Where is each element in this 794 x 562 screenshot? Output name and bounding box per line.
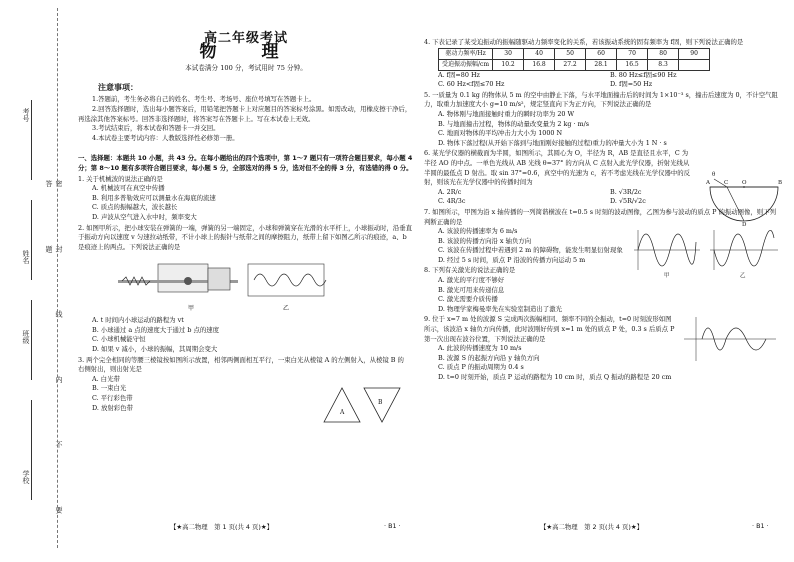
question-3 — [78, 356, 414, 414]
question-5 — [424, 91, 782, 149]
option: D. t=0 时刻开始，质点 P 运动的路程为 10 cm 时，质点 Q 振动的路程是 20 cm — [438, 373, 672, 381]
option: C. 该波在传播过程中若遇到 2 m 的障碍物，能发生明显衍射现象 — [438, 246, 623, 255]
option: C. 60 Hz<f固≤70 Hz — [438, 80, 505, 89]
option: B. 与地面撞击过程，物体的动量改变量为 2 kg · m/s — [438, 119, 590, 128]
table-row-header: 受迫振动振幅/cm — [439, 59, 493, 70]
question-stem: 6. 某光学仪器的横截面为半圆，如图所示，其圆心为 O，半径为 R，AB 是直径且水平，C 为半径 AO 的中点。一单色光线从 AB 光线 θ=37° 的方向从 C 点射入此光学仪器，折射光线从半圆的最低点 D 射出。取 sin 37°=0.6，真空中的光速为 c，若不考虑光线在光学仪器中的反射，则该光在光学仪器中的传播时间为 — [424, 149, 691, 187]
binding-strip — [0, 0, 62, 562]
name-label: 姓名 — [22, 250, 30, 264]
option: D. 声波从空气进入水中时，频率变大 — [92, 212, 197, 221]
q7-wave-figures — [630, 228, 780, 274]
prism-b-label: B — [378, 398, 383, 406]
option: C. 质点 P 的振动周期为 0.4 s — [438, 363, 524, 372]
question-stem: 1. 关于机械波的说法正确的是 — [78, 174, 163, 183]
option: D. 经过 5 s 时间，质点 P 沿波的传播方向运动 5 m — [438, 255, 586, 264]
option: D. 放射彩色带 — [92, 403, 133, 412]
section-1-heading: 一、选择题：本题共 10 小题，共 43 分。在每小题给出的四个选项中，第 1～7 题只有一项符合题目要求，每小题 4 分；第 8～10 题有多项符合题目要求，每小题 5 分，全部选对的得 5 分，选对但不全的得 3 分，有选错的得 0 分。 — [78, 154, 413, 172]
school-label: 学校 — [22, 470, 30, 484]
option: A. t 时间内小球运动的路程为 vt — [92, 316, 184, 325]
q2-figures — [78, 252, 414, 316]
table-cell — [679, 59, 710, 70]
question-stem: 3. 两个完全相同的等腰三棱镜按如图所示放置，相邻两侧面相互平行，一束白光从棱镜 A 的左侧射入，从棱镜 B 的右侧射出，则出射光是 — [78, 355, 404, 374]
option: B. 该波的传播方向沿 x 轴负方向 — [438, 236, 532, 245]
question-9 — [424, 315, 782, 382]
question-stem: 7. 如图所示，甲图为沿 x 轴传播的一列简谐横波在 t=0.5 s 时刻的波动图像，乙图为参与波动的质点 P 的振动图像，则下列判断正确的是 — [424, 207, 776, 226]
label-a: A — [706, 180, 710, 187]
option: B. 波源 S 的起振方向沿 y 轴负方向 — [438, 353, 540, 362]
note-item: 4.本试卷主要考试内容：人教版选择性必修第一册。 — [92, 133, 239, 142]
option: B. 激光可用来传递信息 — [438, 285, 505, 294]
seal-dashed-line — [57, 8, 58, 548]
option: C. 平行彩色带 — [92, 394, 133, 403]
subject-title: 物 理 — [199, 41, 293, 62]
note-item: 3.考试结束后，将本试卷和答题卡一并交回。 — [92, 124, 220, 133]
option: A. f固=80 Hz — [438, 70, 480, 79]
option: B. 80 Hz≤f固≤90 Hz — [610, 70, 677, 79]
class-blank-line — [31, 300, 32, 380]
option: A. 白光带 — [92, 374, 120, 383]
option: B. 利用多普勒效应可以测量水在海底的流速 — [92, 193, 216, 202]
option: A. 此波的传播速度为 10 m/s — [438, 344, 522, 353]
question-1 — [78, 175, 414, 223]
figure-caption: 甲 — [664, 272, 670, 279]
option: D. 物理学家梅曼率先在实验室制造出了激光 — [438, 304, 562, 313]
table-cell: 90 — [679, 48, 710, 59]
q3-prism-figure — [322, 384, 402, 424]
option: A. 激光的平行度不够好 — [438, 276, 505, 285]
table-cell: 50 — [555, 48, 586, 59]
option-row — [424, 80, 782, 90]
notes-title: 注意事项： — [98, 82, 138, 92]
option-row — [424, 71, 782, 81]
option: A. 机械波可在真空中传播 — [92, 184, 165, 193]
q9-wave-figure — [682, 315, 778, 363]
table-cell: 80 — [648, 48, 679, 59]
name-blank-line — [31, 200, 32, 280]
page-1-column — [78, 0, 414, 562]
question-stem: 2. 如图甲所示，把小球安装在弹簧的一端，弹簧的另一端固定，小球和弹簧穿在光滑的水平杆上，小球振动时，沿垂直于振动方向以速度 v 匀速拉动纸带，不计小球上的振针与纸带之间的摩擦阻力，纸带上留下如图乙所示的痕迹，a、b 是痕迹上的两点。下列说法正确的是 — [78, 223, 413, 251]
question-stem: 5. 一质量为 0.1 kg 的物体从 5 m 的空中由静止下落，与水平地面撞击后的时间为 1×10⁻³ s，撞击后速度为 0，不计空气阻力，取重力加速度大小 g=10 m/s²，规定竖直向下为正方向，下列说法正确的是 — [424, 90, 778, 109]
option: D. 物体下落过程(从开始下落到与地面刚好接触的过程)重力的冲量大小为 1 N · s — [438, 138, 667, 147]
table-cell: 70 — [617, 48, 648, 59]
option: C. 小球机械能守恒 — [92, 335, 146, 344]
q2-spring-figure — [78, 254, 414, 310]
table-cell: 16.5 — [617, 59, 648, 70]
option: D. 如果 v 减小，小球的振幅，其周期会变大 — [92, 345, 218, 354]
table-cell: 60 — [586, 48, 617, 59]
option: B. 一束白光 — [92, 384, 127, 393]
page-1-tag: · B1 · — [384, 522, 401, 530]
option: A. 该波的传播速率为 6 m/s — [438, 227, 518, 236]
figure-caption: 乙 — [283, 305, 290, 313]
label-c: C — [724, 180, 729, 187]
option: C. 质点的振幅越大，波长越长 — [92, 203, 178, 212]
table-cell: 16.8 — [524, 59, 555, 70]
seal-line-text: 密 封 线 内 不 要 答 题 — [45, 180, 63, 542]
option: A. 物体刚与地面接触时重力的瞬时功率为 20 W — [438, 109, 575, 118]
option: C. 地面对物体的平均冲击力大小为 1000 N — [438, 129, 563, 138]
table-cell: 30 — [493, 48, 524, 59]
option: A. 2R/c — [438, 187, 462, 196]
page-2-tag: · B1 · — [752, 522, 769, 530]
page-2-column — [424, 0, 782, 562]
table-row-header: 驱动力频率/Hz — [439, 48, 493, 59]
label-o: O — [742, 180, 747, 187]
question-stem: 4. 下表记录了某受迫振动的振幅随驱动力频率变化的关系，若该振动系统的固有频率为 f固，则下列说法正确的是 — [424, 38, 744, 46]
label-theta: θ — [712, 172, 716, 179]
option: C. 激光需要介质传播 — [438, 295, 498, 304]
figure-caption: 甲 — [188, 305, 195, 313]
label-d: D — [742, 222, 747, 229]
table-cell: 27.2 — [555, 59, 586, 70]
option: B. √3R/2c — [610, 187, 642, 196]
q4-data-table — [438, 48, 710, 71]
exam-title: 高二年级考试 — [203, 31, 288, 46]
table-cell: 8.3 — [648, 59, 679, 70]
question-stem: 9. 位于 x=7 m 处的波源 S 完成两次振幅相同、频率不同的全振动，t=0 时刻波形如图所示，该波沿 x 轴负方向传播，此时波刚好传到 x=1 m 处的质点 P 处，0.3 s 后质点 P 第一次出现在波谷位置，下列说法正确的是 — [424, 315, 675, 343]
option: D. f固=50 Hz — [610, 80, 653, 89]
label-b: B — [778, 180, 783, 187]
option: C. 4R/3c — [438, 197, 466, 206]
question-stem: 8. 下列有关激光的说法正确的是 — [424, 266, 516, 275]
table-cell: 40 — [524, 48, 555, 59]
page-2-footer: 【★高二物理 第 2 页(共 4 页)★】 — [540, 523, 643, 531]
figure-caption: 乙 — [740, 272, 746, 279]
exam-subline: 本试卷满分 100 分，考试用时 75 分钟。 — [185, 64, 307, 73]
option: D. √5R/√2c — [610, 197, 646, 206]
question-4 — [424, 38, 782, 90]
class-label: 班级 — [22, 330, 30, 344]
table-cell: 10.2 — [493, 59, 524, 70]
note-item: 2.回答选择题时，选出每小题答案后，用铅笔把答题卡上对应题目的答案标号涂黑。如需改动，用橡皮擦干净后，再选涂其他答案标号。回答非选择题时，将答案写在答题卡上。写在本试卷上无效。 — [78, 104, 412, 123]
question-2 — [78, 224, 414, 355]
exam-no-label: 考号 — [22, 108, 30, 122]
exam-no-blank-line — [31, 100, 32, 180]
option: B. 小球通过 a 点的速度大于通过 b 点的速度 — [92, 325, 220, 334]
school-blank-line — [31, 400, 32, 500]
page-1-footer: 【★高二物理 第 1 页(共 4 页)★】 — [170, 523, 273, 531]
table-cell: 28.1 — [586, 59, 617, 70]
note-item: 1.答题前，考生务必将自己的姓名、考生号、考场号、座位号填写在答题卡上。 — [92, 95, 316, 104]
prism-a-label: A — [340, 408, 345, 416]
